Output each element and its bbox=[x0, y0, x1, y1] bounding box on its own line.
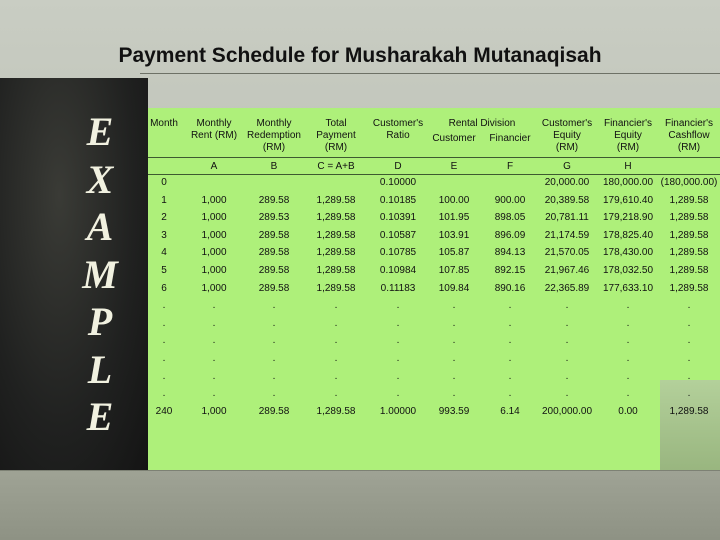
formula-cell: C = A+B bbox=[317, 161, 355, 172]
bottom-line bbox=[0, 470, 720, 471]
table-header: Customer bbox=[432, 133, 476, 144]
table-cell: . bbox=[272, 300, 276, 312]
table-cell: 1,289.58 bbox=[316, 247, 356, 259]
table-cell: 179,218.90 bbox=[602, 212, 654, 224]
table-cell: . bbox=[396, 353, 400, 364]
table-cell: . bbox=[452, 353, 456, 364]
table-cell: 1,289.58 bbox=[669, 247, 709, 259]
table-cell: 2 bbox=[161, 212, 167, 224]
table-cell: 1,289.58 bbox=[669, 212, 709, 224]
title-rule bbox=[140, 73, 720, 74]
table-cell: 1,289.58 bbox=[669, 265, 709, 276]
table-cell: 240 bbox=[155, 405, 173, 417]
table-cell: . bbox=[452, 370, 456, 382]
table-cell: 0.10391 bbox=[379, 212, 417, 224]
table-cell: 1,289.58 bbox=[316, 212, 356, 224]
formula-cell: G bbox=[563, 161, 571, 172]
table-cell: . bbox=[334, 300, 338, 312]
table-header: Rental Division bbox=[448, 118, 516, 129]
table-cell: . bbox=[687, 388, 691, 400]
table-cell: . bbox=[452, 317, 456, 329]
table-cell: . bbox=[626, 388, 630, 400]
table-cell: 894.13 bbox=[494, 247, 526, 259]
table-cell: 890.16 bbox=[494, 282, 526, 294]
table-cell: 892.15 bbox=[494, 265, 526, 276]
table-cell: . bbox=[396, 335, 400, 347]
table-cell: 107.85 bbox=[438, 265, 470, 276]
table-cell: . bbox=[212, 335, 216, 347]
table-cell: . bbox=[272, 388, 276, 400]
table-header: Financier bbox=[489, 133, 531, 144]
table-cell: 21,967.46 bbox=[544, 265, 590, 276]
table-cell: 1,000 bbox=[201, 229, 227, 241]
table-cell: 20,000.00 bbox=[544, 177, 590, 188]
table-cell: . bbox=[452, 300, 456, 312]
table-cell: . bbox=[687, 335, 691, 347]
table-cell: . bbox=[162, 317, 166, 329]
table-header: Customer's Ratio bbox=[372, 118, 424, 141]
table-cell: 1,289.58 bbox=[669, 405, 709, 417]
table-cell: 1,000 bbox=[201, 194, 227, 206]
table-cell: . bbox=[508, 300, 512, 312]
table-cell: 1,289.58 bbox=[316, 194, 356, 206]
table-cell: 0.10000 bbox=[379, 177, 417, 188]
table-cell: . bbox=[626, 370, 630, 382]
table-cell: 22,365.89 bbox=[544, 282, 590, 294]
table-cell: . bbox=[396, 388, 400, 400]
table-cell: . bbox=[396, 370, 400, 382]
table-cell: . bbox=[272, 335, 276, 347]
table-cell: 1,000 bbox=[201, 265, 227, 276]
formula-cell: H bbox=[624, 161, 632, 172]
example-letter: E bbox=[86, 394, 114, 439]
table-cell: 4 bbox=[161, 247, 167, 259]
example-letter: A bbox=[86, 204, 114, 249]
table-cell: 109.84 bbox=[438, 282, 470, 294]
table-cell: . bbox=[272, 317, 276, 329]
table-cell: 0.10984 bbox=[379, 265, 417, 276]
table-cell: . bbox=[162, 300, 166, 312]
table-cell: 0.10587 bbox=[379, 229, 417, 241]
table-cell: . bbox=[508, 335, 512, 347]
table-cell: . bbox=[565, 300, 569, 312]
table-cell: 289.58 bbox=[258, 247, 290, 259]
table-cell: 178,032.50 bbox=[602, 265, 654, 276]
table-cell: 20,389.58 bbox=[544, 194, 590, 206]
table-cell: 1,000 bbox=[201, 247, 227, 259]
table-cell: 1,289.58 bbox=[316, 229, 356, 241]
table-cell: . bbox=[272, 353, 276, 364]
table-cell: . bbox=[212, 353, 216, 364]
table-cell: 1,289.58 bbox=[316, 265, 356, 276]
formula-cell: B bbox=[270, 161, 278, 172]
table-cell: 1,289.58 bbox=[669, 194, 709, 206]
table-cell: . bbox=[212, 370, 216, 382]
table-cell: . bbox=[334, 388, 338, 400]
table-cell: 289.58 bbox=[258, 282, 290, 294]
slide-title: Payment Schedule for Musharakah Mutanaqisah bbox=[118, 44, 602, 67]
table-cell: 6.14 bbox=[500, 405, 520, 417]
table-header: Monthly Redemption (RM) bbox=[247, 118, 301, 153]
table-cell: 101.95 bbox=[438, 212, 470, 224]
table-cell: 177,633.10 bbox=[602, 282, 654, 294]
table-cell: 0.00 bbox=[618, 405, 638, 417]
table-cell: 0.10785 bbox=[379, 247, 417, 259]
table-cell: 103.91 bbox=[438, 229, 470, 241]
bottom-band bbox=[0, 470, 720, 540]
table-cell: . bbox=[508, 353, 512, 364]
table-cell: . bbox=[162, 388, 166, 400]
formula-cell: D bbox=[394, 161, 402, 172]
table-cell: . bbox=[565, 335, 569, 347]
table-cell: 1,000 bbox=[201, 405, 227, 417]
table-cell: 1,000 bbox=[201, 282, 227, 294]
table-cell: 896.09 bbox=[494, 229, 526, 241]
table-cell: 20,781.11 bbox=[545, 212, 589, 224]
table-cell: . bbox=[687, 370, 691, 382]
table-cell: 993.59 bbox=[438, 405, 470, 417]
example-letter: X bbox=[86, 156, 114, 202]
table-cell: 1.00000 bbox=[379, 405, 417, 417]
table-cell: 178,430.00 bbox=[602, 247, 654, 259]
table-cell: . bbox=[508, 388, 512, 400]
table-cell: . bbox=[626, 353, 630, 364]
table-cell: 0.11183 bbox=[380, 282, 416, 294]
table-cell: 105.87 bbox=[438, 247, 470, 259]
table-cell: . bbox=[334, 335, 338, 347]
table-header: Total Payment (RM) bbox=[316, 118, 356, 153]
table-cell: . bbox=[626, 317, 630, 329]
table-cell: . bbox=[565, 317, 569, 329]
table-cell: . bbox=[508, 370, 512, 382]
table-cell: 3 bbox=[161, 229, 167, 241]
table-cell: 289.58 bbox=[258, 229, 290, 241]
formula-cell: F bbox=[506, 161, 514, 172]
example-letter: P bbox=[87, 299, 113, 344]
table-cell: 289.53 bbox=[258, 212, 290, 224]
formula-cell: A bbox=[210, 161, 218, 172]
table-header: Financier's Equity (RM) bbox=[603, 118, 653, 153]
table-cell: . bbox=[272, 370, 276, 382]
table-cell: . bbox=[508, 317, 512, 329]
table-cell: . bbox=[565, 353, 569, 364]
table-cell: . bbox=[565, 370, 569, 382]
table-cell: 900.00 bbox=[494, 194, 526, 206]
table-cell: . bbox=[396, 300, 400, 312]
example-letter: M bbox=[82, 251, 118, 297]
table-cell: . bbox=[162, 353, 166, 364]
table-cell: 1,289.58 bbox=[669, 282, 709, 294]
table-cell: 178,825.40 bbox=[602, 229, 654, 241]
table-cell: . bbox=[452, 388, 456, 400]
table-header: Financier's Cashflow (RM) bbox=[664, 118, 714, 153]
table-cell: 21,174.59 bbox=[544, 229, 590, 241]
table-cell: . bbox=[212, 388, 216, 400]
table-cell: . bbox=[212, 317, 216, 329]
table-cell: 1,289.58 bbox=[316, 405, 356, 417]
table-cell: . bbox=[334, 370, 338, 382]
table-cell: . bbox=[162, 335, 166, 347]
table-cell: 0.10185 bbox=[379, 194, 417, 206]
table-cell: 21,570.05 bbox=[544, 247, 590, 259]
table-cell: . bbox=[212, 300, 216, 312]
example-letter: E bbox=[86, 109, 114, 154]
table-cell: . bbox=[687, 300, 691, 312]
table-cell: 1,289.58 bbox=[669, 229, 709, 241]
table-cell: 100.00 bbox=[438, 194, 470, 206]
header-separator bbox=[148, 157, 720, 158]
table-cell: 289.58 bbox=[258, 265, 290, 276]
table-cell: . bbox=[334, 353, 338, 364]
table-cell: 898.05 bbox=[494, 212, 526, 224]
table-cell: 289.58 bbox=[258, 194, 290, 206]
table-cell: . bbox=[565, 388, 569, 400]
table-cell: . bbox=[162, 370, 166, 382]
table-cell: 0 bbox=[161, 177, 167, 188]
table-cell: . bbox=[687, 353, 691, 364]
table-cell: 1,000 bbox=[201, 212, 227, 224]
table-cell: 200,000.00 bbox=[541, 405, 593, 417]
table-header: Month bbox=[150, 118, 178, 129]
table-header: Monthly Rent (RM) bbox=[190, 118, 238, 141]
table-cell: 1 bbox=[161, 194, 167, 206]
table-cell: 6 bbox=[161, 282, 167, 294]
formula-separator bbox=[148, 174, 720, 175]
table-cell: 180,000.00 bbox=[602, 177, 654, 188]
table-cell: 1,289.58 bbox=[316, 282, 356, 294]
table-cell: . bbox=[626, 300, 630, 312]
table-cell: . bbox=[687, 317, 691, 329]
table-cell: 5 bbox=[161, 265, 167, 276]
table-cell: . bbox=[396, 317, 400, 329]
table-cell: (180,000.00) bbox=[660, 177, 718, 188]
table-cell: 289.58 bbox=[258, 405, 290, 417]
formula-cell: E bbox=[450, 161, 458, 172]
table-cell: . bbox=[334, 317, 338, 329]
table-cell: . bbox=[452, 335, 456, 347]
table-header: Customer's Equity (RM) bbox=[541, 118, 593, 153]
table-cell: 179,610.40 bbox=[602, 194, 654, 206]
table-cell: . bbox=[626, 335, 630, 347]
example-letter: L bbox=[87, 346, 113, 392]
